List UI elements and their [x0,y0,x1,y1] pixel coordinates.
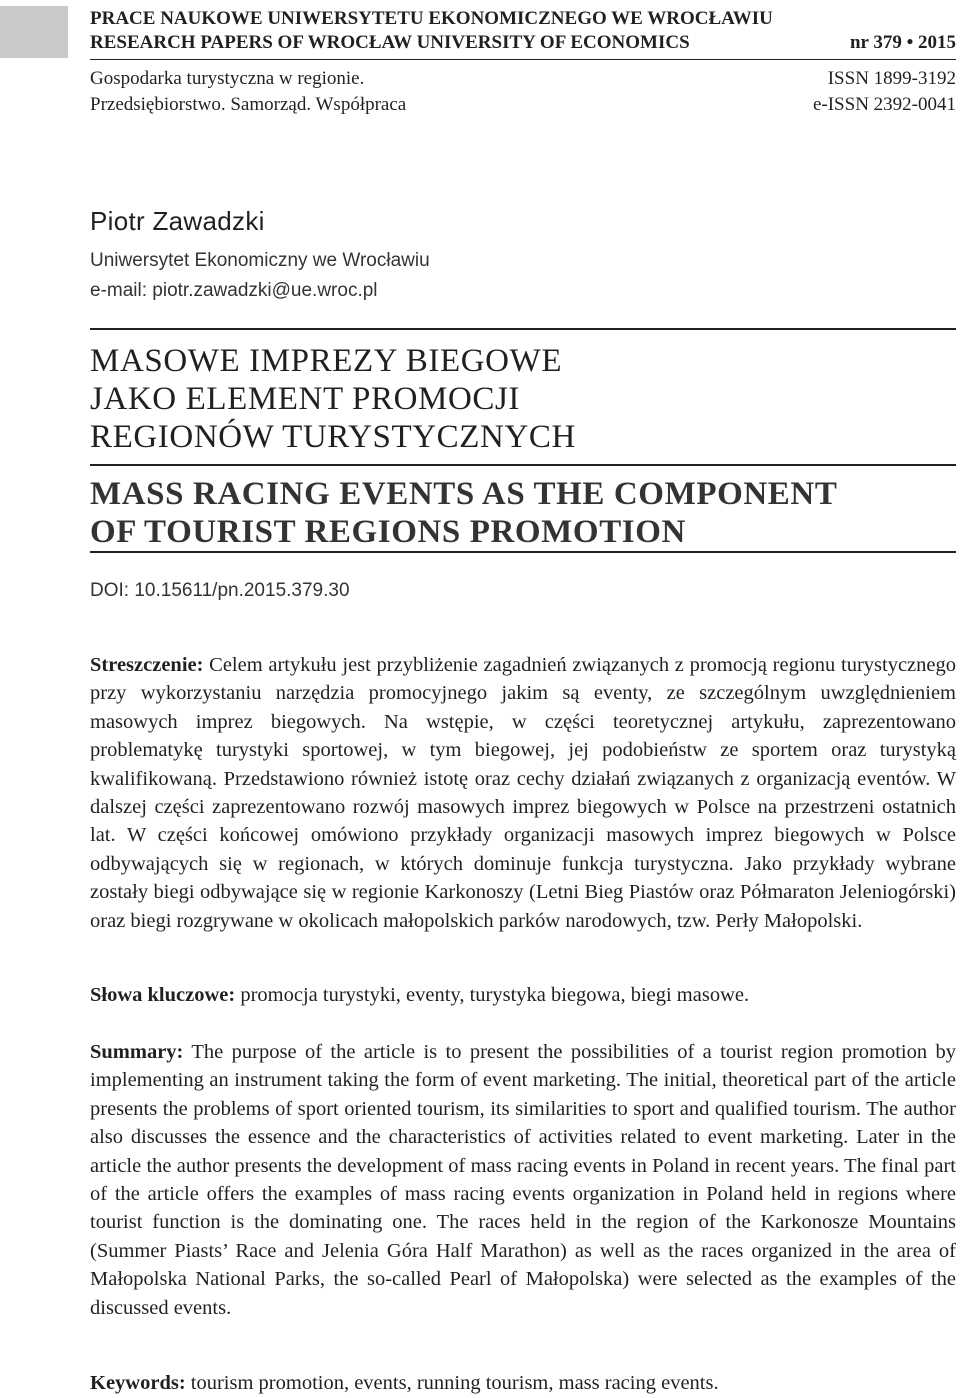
abstract-english [90,1038,956,1322]
title-top-rule [90,328,956,330]
keywords-pl-text: promocja turystyki, eventy, turystyka biegowa, biegi masowe. [235,984,750,1006]
header-gray-block [0,6,68,58]
title-pl-line: JAKO ELEMENT PROMOCJI [90,381,521,417]
journal-title-pl: PRACE NAUKOWE UNIWERSYTETU EKONOMICZNEGO WE WROCŁAWIU [90,8,773,29]
author-affiliation: Uniwersytet Ekonomiczny we Wrocławiu [90,250,430,271]
title-middle-rule [90,464,956,466]
journal-title-en: RESEARCH PAPERS OF WROCŁAW UNIVERSITY OF ECONOMICS [90,32,690,53]
abstract-pl-text: Celem artykułu jest przybliżenie zagadnień związanych z promocją regionu turystycznego przy wykorzystaniu narzędzia promocyjnego jakim są eventy, ze szczególnym uwzględnieniem masowych imprez biegowych. Na wstępie, w części teoretycznej artykułu, zaprezentowano problematykę turystyki sportowej, w tym biegowej, jej podobieństw ze sportem oraz turystyką kwalifikowaną. Przedstawiono również istotę oraz cechy działań związanych z organizacją eventów. W dalszej części zaprezentowano rozwój masowych imprez biegowych w Polsce na przestrzeni ostatnich lat. W części końcowej omówiono przykłady organizacji masowych imprez biegowych w Polsce odbywających się w regionach, w których dominuje funkcja turystyczna. Jako przykłady wybrane zostały biegi odbywające się w regionie Karkonoszy (Letni Bieg Piastów oraz Półmaraton Jeleniogórski) oraz biegi rozgrywane w okolicach małopolskich parków narodowych, tzw. Perły Małopolski. [90,654,956,932]
title-english [90,475,956,551]
keywords-polish [90,981,956,1009]
title-bottom-rule [90,551,956,553]
eissn: e-ISSN 2392-0041 [812,94,956,115]
volume-title-line1: Gospodarka turystyczna w regionie. [90,68,365,89]
issn: ISSN 1899-3192 [827,68,956,89]
issue-number: nr 379 • 2015 [849,32,956,53]
keywords-pl-label: Słowa kluczowe: [90,984,236,1006]
author-name: Piotr Zawadzki [90,206,265,236]
doi: DOI: 10.15611/pn.2015.379.30 [90,580,350,601]
author-info [90,246,430,306]
volume-info [90,66,956,118]
journal-header [90,7,956,55]
title-pl-line: REGIONÓW TURYSTYCZNYCH [90,419,576,455]
author-email: e-mail: piotr.zawadzki@ue.wroc.pl [90,280,378,301]
title-polish [90,342,956,456]
title-en-line: OF TOURIST REGIONS PROMOTION [90,514,686,550]
abstract-polish [90,651,956,935]
abstract-en-label: Summary: [90,1041,184,1063]
volume-title-line2: Przedsiębiorstwo. Samorząd. Współpraca [90,94,407,115]
header-rule [90,59,956,60]
title-pl-line: MASOWE IMPREZY BIEGOWE [90,343,563,379]
keywords-english [90,1369,956,1397]
keywords-en-text: tourism promotion, events, running tourism, mass racing events. [185,1372,719,1394]
keywords-en-label: Keywords: [90,1372,186,1394]
abstract-pl-label: Streszczenie: [90,654,204,676]
title-en-line: MASS RACING EVENTS AS THE COMPONENT [90,476,838,512]
abstract-en-text: The purpose of the article is to present the possibilities of a tourist region promotion by implementing an instrument taking the form of event marketing. The initial, theoretical part of the article presents the problems of sport oriented tourism, its similarities to sport and qualified tourism. The author also discusses the essence and the characteristics of activities related to event marketing. Later in the article the author presents the development of mass racing events in Poland in recent years. The final part of the article offers the examples of mass racing events organization in Poland held in regions where tourist function is the dominating one. The races held in the region of the Karkonosze Mountains (Summer Piasts’ Race and Jelenia Góra Half Marathon) as well as the races organized in the area of Małopolska National Parks, the so-called Pearl of Małopolska) were selected as the examples of the discussed events. [90,1041,956,1319]
